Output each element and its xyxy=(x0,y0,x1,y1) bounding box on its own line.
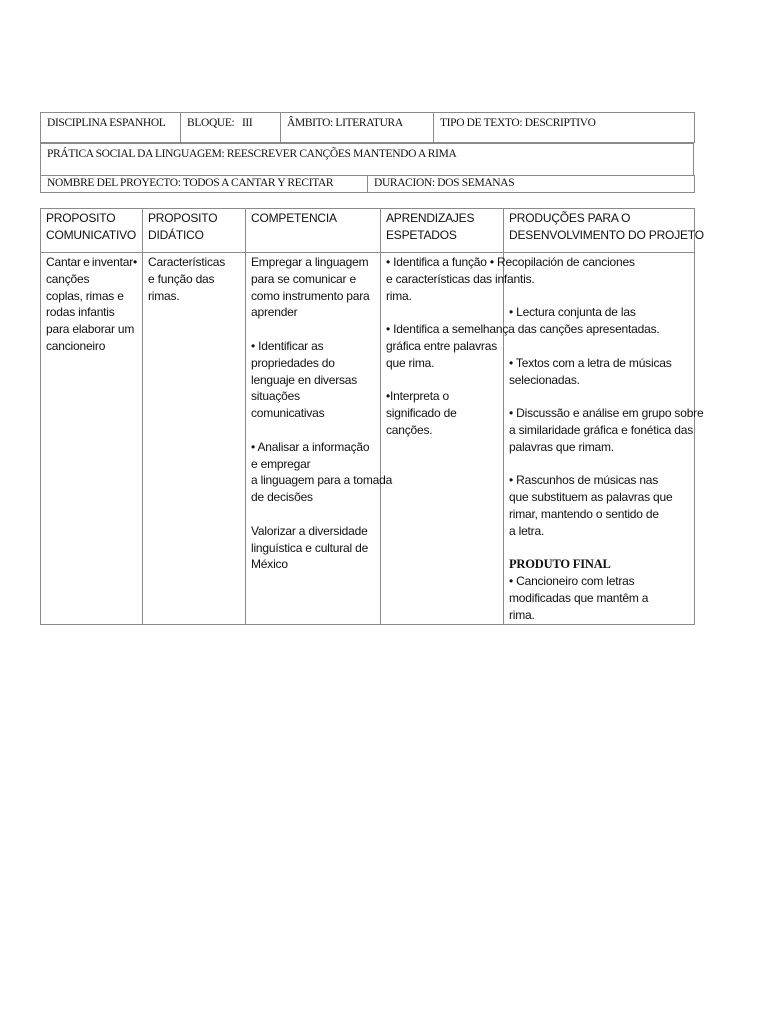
text-line: rima. xyxy=(386,288,412,303)
text-line: canções. xyxy=(386,422,433,437)
text-line xyxy=(509,540,689,557)
text-line: palavras que rimam. xyxy=(509,439,614,454)
text-line: México xyxy=(251,557,288,572)
cell-proposito-comunicativo xyxy=(41,253,143,625)
text-line: que substituem as palavras que xyxy=(509,490,673,505)
col-header-aprendizajes xyxy=(381,209,504,253)
tipo-texto-cell: TIPO DE TEXTO: DESCRIPTIVO xyxy=(434,113,695,143)
cell-lines xyxy=(509,254,704,556)
text-line: e empregar xyxy=(251,456,311,471)
header-table-project xyxy=(40,175,695,193)
text-line: •Interpreta o xyxy=(386,389,449,404)
text-line xyxy=(509,456,689,473)
col-header-proposito-didatico xyxy=(143,209,246,253)
text-line: de decisões xyxy=(251,490,313,505)
header-table-practice xyxy=(40,143,694,176)
col-header-producoes xyxy=(504,209,704,253)
text-line xyxy=(509,388,689,405)
text-line: Valorizar a diversidade xyxy=(251,523,368,538)
text-line xyxy=(386,304,498,321)
text-line: Características xyxy=(148,255,226,269)
text-line: COMUNICATIVO xyxy=(46,227,137,242)
cell-lines xyxy=(509,573,689,623)
text-line: para se comunicar e xyxy=(251,271,356,286)
table-row xyxy=(41,253,695,625)
text-line: • Rascunhos de músicas nas xyxy=(509,473,659,488)
col-header-proposito-comunicativo xyxy=(41,209,143,253)
word: e xyxy=(83,255,90,269)
planning-table xyxy=(40,208,704,625)
text-line: para elaborar um xyxy=(46,322,135,337)
text-line: linguística e cultural de xyxy=(251,540,369,555)
text-line: gráfica entre palavras xyxy=(386,338,497,353)
text-line xyxy=(251,422,375,439)
bloque-cell: BLOQUE: III xyxy=(181,113,281,143)
text-line: DESENVOLVIMENTO DO PROJETO xyxy=(509,227,704,242)
text-line: rima. xyxy=(509,607,535,622)
text-line: rodas infantis xyxy=(46,305,115,320)
text-line: coplas, rimas e xyxy=(46,288,124,303)
text-line: propriedades do xyxy=(251,355,335,370)
text-line: que rima. xyxy=(386,355,435,370)
justified-first-line xyxy=(46,254,137,271)
ambito-cell: ÂMBITO: LITERATURA xyxy=(281,113,434,143)
text-line: selecionadas. xyxy=(509,372,580,387)
cell-producoes xyxy=(504,253,704,625)
word: Cantar xyxy=(46,255,81,269)
cell-competencia xyxy=(246,253,393,625)
text-line: COMPETENCIA xyxy=(251,211,337,225)
text-line: ESPETADOS xyxy=(386,227,457,242)
text-line: APRENDIZAJES xyxy=(386,211,475,225)
header-table-top xyxy=(40,112,695,143)
text-line: e características das infantis. xyxy=(386,271,535,286)
text-line: comunicativas xyxy=(251,406,325,421)
text-line: a linguagem para a tomada xyxy=(251,473,393,488)
text-line xyxy=(509,288,689,305)
text-line: situações xyxy=(251,389,300,404)
text-line: modificadas que mantêm a xyxy=(509,590,649,605)
text-line: • Textos com a letra de músicas xyxy=(509,355,672,370)
word: inventar• xyxy=(91,255,137,269)
col-header-competencia xyxy=(246,209,381,253)
text-line: cancioneiro xyxy=(46,338,106,353)
text-line: • Identificar as xyxy=(251,338,324,353)
produto-final-label: PRODUTO FINAL xyxy=(509,557,611,572)
text-line: PRODUÇÕES PARA O xyxy=(509,211,631,225)
text-line: e função das xyxy=(148,271,215,286)
text-line: como instrumento para xyxy=(251,288,370,303)
text-line: • Discussão e análise em grupo sobre xyxy=(509,406,704,421)
cell-proposito-didatico xyxy=(143,253,246,625)
text-line xyxy=(509,271,689,288)
pratica-social-cell: PRÁTICA SOCIAL DA LINGUAGEM: REESCREVER CANÇÕES MANTENDO A RIMA xyxy=(41,144,694,176)
text-line: • Identifica a função • Recopilación de canciones xyxy=(386,255,635,269)
text-line: Empregar a linguagem xyxy=(251,255,369,269)
text-line: a letra. xyxy=(509,523,545,538)
cell-lines xyxy=(46,271,137,355)
nombre-proyecto-cell: NOMBRE DEL PROYECTO: TODOS A CANTAR Y RECITAR xyxy=(41,176,368,193)
text-line: • Analisar a informação xyxy=(251,439,370,454)
text-line: rimar, mantendo o sentido de xyxy=(509,506,659,521)
text-line: DIDÁTICO xyxy=(148,227,204,242)
text-line: • Lectura conjunta de las xyxy=(509,305,636,320)
text-line xyxy=(251,506,375,523)
text-line xyxy=(509,338,689,355)
text-line: canções xyxy=(46,271,90,286)
text-line: • Identifica a semelhança das canções apresentadas. xyxy=(386,322,660,337)
text-line: a similaridade gráfica e fonética das xyxy=(509,422,694,437)
text-line: PROPOSITO xyxy=(46,211,116,225)
text-line: significado de xyxy=(386,406,457,421)
text-line: • Cancioneiro com letras xyxy=(509,574,635,589)
text-line: PROPOSITO xyxy=(148,211,218,225)
disciplina-cell: DISCIPLINA ESPANHOL xyxy=(41,113,181,143)
text-line: lenguaje en diversas xyxy=(251,372,358,387)
text-line: rimas. xyxy=(148,288,180,303)
text-line: aprender xyxy=(251,305,298,320)
duracion-cell: DURACION: DOS SEMANAS xyxy=(368,176,695,193)
text-line xyxy=(386,372,498,389)
table-header-row xyxy=(41,209,695,253)
text-line xyxy=(251,321,375,338)
